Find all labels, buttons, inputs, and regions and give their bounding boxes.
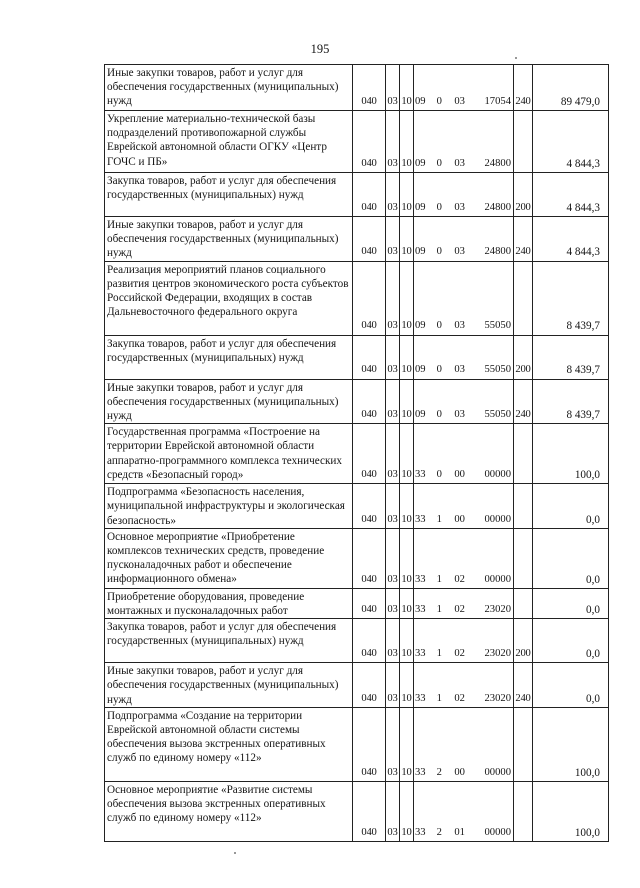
table-row xyxy=(105,217,609,262)
expense-type-code: 200 xyxy=(514,173,533,217)
target-article-part: 0 xyxy=(436,95,442,107)
subsection-code: 10 xyxy=(400,424,414,484)
target-article-part: 02 xyxy=(454,648,465,660)
section-code: 03 xyxy=(386,663,400,708)
ministry-code: 040 xyxy=(353,335,386,379)
target-article-code xyxy=(414,424,514,484)
expense-type-code: 200 xyxy=(514,619,533,663)
amount: 0,0 xyxy=(533,663,609,708)
section-code: 03 xyxy=(386,111,400,173)
row-description: Закупка товаров, работ и услуг для обеспечения государственных (муниципальных) нужд xyxy=(105,173,353,217)
row-description: Подпрограмма «Создание на территории Еврейской автономной области системы обеспечения вызова экстренных оперативных служб по единому номеру «112» xyxy=(105,707,353,781)
row-description: Иные закупки товаров, работ и услуг для обеспечения государственных (муниципальных) нужд xyxy=(105,217,353,262)
target-article-part: 33 xyxy=(415,513,426,525)
target-article-code xyxy=(414,619,514,663)
target-article-part: 24800 xyxy=(484,246,511,258)
scan-speck xyxy=(515,57,517,59)
ministry-code: 040 xyxy=(353,619,386,663)
target-article-part: 0 xyxy=(436,157,442,169)
table-row xyxy=(105,335,609,379)
target-article-part: 03 xyxy=(454,201,465,213)
expense-type-code: 240 xyxy=(514,65,533,111)
target-article-part: 02 xyxy=(454,604,465,616)
table-row xyxy=(105,379,609,424)
target-article-code xyxy=(414,663,514,708)
target-article-part: 33 xyxy=(415,826,426,838)
target-article-code xyxy=(414,261,514,335)
target-article-part: 23020 xyxy=(484,604,511,616)
section-code: 03 xyxy=(386,484,400,529)
expense-type-code xyxy=(514,484,533,529)
subsection-code: 10 xyxy=(400,261,414,335)
table-row xyxy=(105,261,609,335)
budget-table xyxy=(104,64,609,842)
expense-type-code: 240 xyxy=(514,217,533,262)
amount: 0,0 xyxy=(533,588,609,618)
target-article-part: 33 xyxy=(415,692,426,704)
target-article-code xyxy=(414,217,514,262)
target-article-part: 1 xyxy=(436,604,442,616)
section-code: 03 xyxy=(386,619,400,663)
target-article-part: 1 xyxy=(436,692,442,704)
row-description: Основное мероприятие «Развитие системы обеспечения вызова экстренных оперативных служб по единому номеру «112» xyxy=(105,781,353,841)
expense-type-code: 240 xyxy=(514,379,533,424)
target-article-part: 24800 xyxy=(484,201,511,213)
page-number: 195 xyxy=(310,42,330,56)
target-article-part: 03 xyxy=(454,320,465,332)
target-article-part: 02 xyxy=(454,573,465,585)
ministry-code: 040 xyxy=(353,588,386,618)
amount: 100,0 xyxy=(533,424,609,484)
target-article-part: 02 xyxy=(454,692,465,704)
subsection-code: 10 xyxy=(400,335,414,379)
subsection-code: 10 xyxy=(400,619,414,663)
row-description: Закупка товаров, работ и услуг для обеспечения государственных (муниципальных) нужд xyxy=(105,619,353,663)
ministry-code: 040 xyxy=(353,111,386,173)
section-code: 03 xyxy=(386,379,400,424)
target-article-code xyxy=(414,335,514,379)
target-article-part: 00000 xyxy=(484,469,511,481)
section-code: 03 xyxy=(386,528,400,588)
ministry-code: 040 xyxy=(353,707,386,781)
ministry-code: 040 xyxy=(353,217,386,262)
target-article-part: 09 xyxy=(415,157,426,169)
target-article-part: 23020 xyxy=(484,648,511,660)
target-article-code xyxy=(414,781,514,841)
row-description: Основное мероприятие «Приобретение комплексов технических средств, проведение пусконаладочных работ и обеспечение информационного обмена» xyxy=(105,528,353,588)
target-article-part: 23020 xyxy=(484,692,511,704)
ministry-code: 040 xyxy=(353,261,386,335)
target-article-code xyxy=(414,528,514,588)
table-row xyxy=(105,424,609,484)
row-description: Реализация мероприятий планов социального развития центров экономического роста субъектов Российской Федерации, входящих в состав Дальневосточного федерального округа xyxy=(105,261,353,335)
expense-type-code xyxy=(514,424,533,484)
section-code: 03 xyxy=(386,588,400,618)
target-article-part: 1 xyxy=(436,573,442,585)
target-article-part: 09 xyxy=(415,409,426,421)
row-description: Иные закупки товаров, работ и услуг для обеспечения государственных (муниципальных) нужд xyxy=(105,65,353,111)
subsection-code: 10 xyxy=(400,663,414,708)
target-article-part: 00000 xyxy=(484,513,511,525)
target-article-part: 00 xyxy=(454,766,465,778)
target-article-part: 03 xyxy=(454,157,465,169)
row-description: Иные закупки товаров, работ и услуг для обеспечения государственных (муниципальных) нужд xyxy=(105,663,353,708)
subsection-code: 10 xyxy=(400,217,414,262)
ministry-code: 040 xyxy=(353,424,386,484)
subsection-code: 10 xyxy=(400,379,414,424)
target-article-part: 2 xyxy=(436,766,442,778)
target-article-part: 33 xyxy=(415,648,426,660)
target-article-part: 0 xyxy=(436,201,442,213)
amount: 0,0 xyxy=(533,484,609,529)
expense-type-code xyxy=(514,111,533,173)
table-row xyxy=(105,588,609,618)
amount: 8 439,7 xyxy=(533,261,609,335)
table-row xyxy=(105,111,609,173)
target-article-code xyxy=(414,379,514,424)
row-description: Закупка товаров, работ и услуг для обеспечения государственных (муниципальных) нужд xyxy=(105,335,353,379)
target-article-code xyxy=(414,111,514,173)
target-article-part: 00000 xyxy=(484,573,511,585)
target-article-part: 09 xyxy=(415,246,426,258)
target-article-part: 55050 xyxy=(484,364,511,376)
target-article-part: 2 xyxy=(436,826,442,838)
target-article-code xyxy=(414,173,514,217)
target-article-part: 0 xyxy=(436,409,442,421)
subsection-code: 10 xyxy=(400,528,414,588)
target-article-part: 1 xyxy=(436,648,442,660)
ministry-code: 040 xyxy=(353,528,386,588)
target-article-part: 17054 xyxy=(484,95,511,107)
row-description: Укрепление материально-технической базы подразделений противопожарной службы Еврейской автономной области ОГКУ «Центр ГОЧС и ПБ» xyxy=(105,111,353,173)
target-article-part: 24800 xyxy=(484,157,511,169)
amount: 0,0 xyxy=(533,619,609,663)
target-article-code xyxy=(414,707,514,781)
target-article-part: 03 xyxy=(454,409,465,421)
subsection-code: 10 xyxy=(400,588,414,618)
ministry-code: 040 xyxy=(353,173,386,217)
ministry-code: 040 xyxy=(353,379,386,424)
table-row xyxy=(105,65,609,111)
ministry-code: 040 xyxy=(353,484,386,529)
ministry-code: 040 xyxy=(353,65,386,111)
target-article-part: 09 xyxy=(415,364,426,376)
target-article-part: 55050 xyxy=(484,409,511,421)
table-row xyxy=(105,173,609,217)
section-code: 03 xyxy=(386,217,400,262)
expense-type-code xyxy=(514,588,533,618)
expense-type-code: 200 xyxy=(514,335,533,379)
amount: 0,0 xyxy=(533,528,609,588)
subsection-code: 10 xyxy=(400,173,414,217)
section-code: 03 xyxy=(386,335,400,379)
expense-type-code xyxy=(514,261,533,335)
target-article-code xyxy=(414,65,514,111)
table-row xyxy=(105,528,609,588)
target-article-part: 00000 xyxy=(484,766,511,778)
target-article-part: 01 xyxy=(454,826,465,838)
target-article-part: 00000 xyxy=(484,826,511,838)
subsection-code: 10 xyxy=(400,781,414,841)
row-description: Иные закупки товаров, работ и услуг для обеспечения государственных (муниципальных) нужд xyxy=(105,379,353,424)
target-article-part: 0 xyxy=(436,364,442,376)
table-row xyxy=(105,781,609,841)
table-row xyxy=(105,663,609,708)
table-row xyxy=(105,619,609,663)
row-description: Подпрограмма «Безопасность населения, муниципальной инфраструктуры и экологическая безопасность» xyxy=(105,484,353,529)
target-article-part: 33 xyxy=(415,469,426,481)
subsection-code: 10 xyxy=(400,484,414,529)
ministry-code: 040 xyxy=(353,781,386,841)
row-description: Государственная программа «Построение на территории Еврейской автономной области аппаратно-программного комплекса технических средств «Безопасный город» xyxy=(105,424,353,484)
ministry-code: 040 xyxy=(353,663,386,708)
target-article-part: 09 xyxy=(415,95,426,107)
target-article-part: 0 xyxy=(436,469,442,481)
target-article-part: 0 xyxy=(436,320,442,332)
target-article-code xyxy=(414,484,514,529)
section-code: 03 xyxy=(386,781,400,841)
target-article-part: 09 xyxy=(415,201,426,213)
amount: 89 479,0 xyxy=(533,65,609,111)
amount: 4 844,3 xyxy=(533,217,609,262)
expense-type-code xyxy=(514,528,533,588)
table-row xyxy=(105,707,609,781)
amount: 8 439,7 xyxy=(533,379,609,424)
target-article-part: 33 xyxy=(415,766,426,778)
target-article-part: 33 xyxy=(415,573,426,585)
target-article-code xyxy=(414,588,514,618)
row-description: Приобретение оборудования, проведение монтажных и пусконаладочных работ xyxy=(105,588,353,618)
subsection-code: 10 xyxy=(400,65,414,111)
target-article-part: 00 xyxy=(454,469,465,481)
target-article-part: 1 xyxy=(436,513,442,525)
amount: 4 844,3 xyxy=(533,111,609,173)
section-code: 03 xyxy=(386,65,400,111)
amount: 4 844,3 xyxy=(533,173,609,217)
amount: 100,0 xyxy=(533,781,609,841)
target-article-part: 33 xyxy=(415,604,426,616)
target-article-part: 03 xyxy=(454,95,465,107)
scan-speck xyxy=(234,852,236,854)
table-row xyxy=(105,484,609,529)
section-code: 03 xyxy=(386,261,400,335)
target-article-part: 03 xyxy=(454,246,465,258)
amount: 8 439,7 xyxy=(533,335,609,379)
section-code: 03 xyxy=(386,707,400,781)
section-code: 03 xyxy=(386,173,400,217)
target-article-part: 55050 xyxy=(484,320,511,332)
expense-type-code xyxy=(514,707,533,781)
target-article-part: 03 xyxy=(454,364,465,376)
expense-type-code: 240 xyxy=(514,663,533,708)
section-code: 03 xyxy=(386,424,400,484)
target-article-part: 09 xyxy=(415,320,426,332)
expense-type-code xyxy=(514,781,533,841)
subsection-code: 10 xyxy=(400,111,414,173)
amount: 100,0 xyxy=(533,707,609,781)
target-article-part: 0 xyxy=(436,246,442,258)
target-article-part: 00 xyxy=(454,513,465,525)
subsection-code: 10 xyxy=(400,707,414,781)
